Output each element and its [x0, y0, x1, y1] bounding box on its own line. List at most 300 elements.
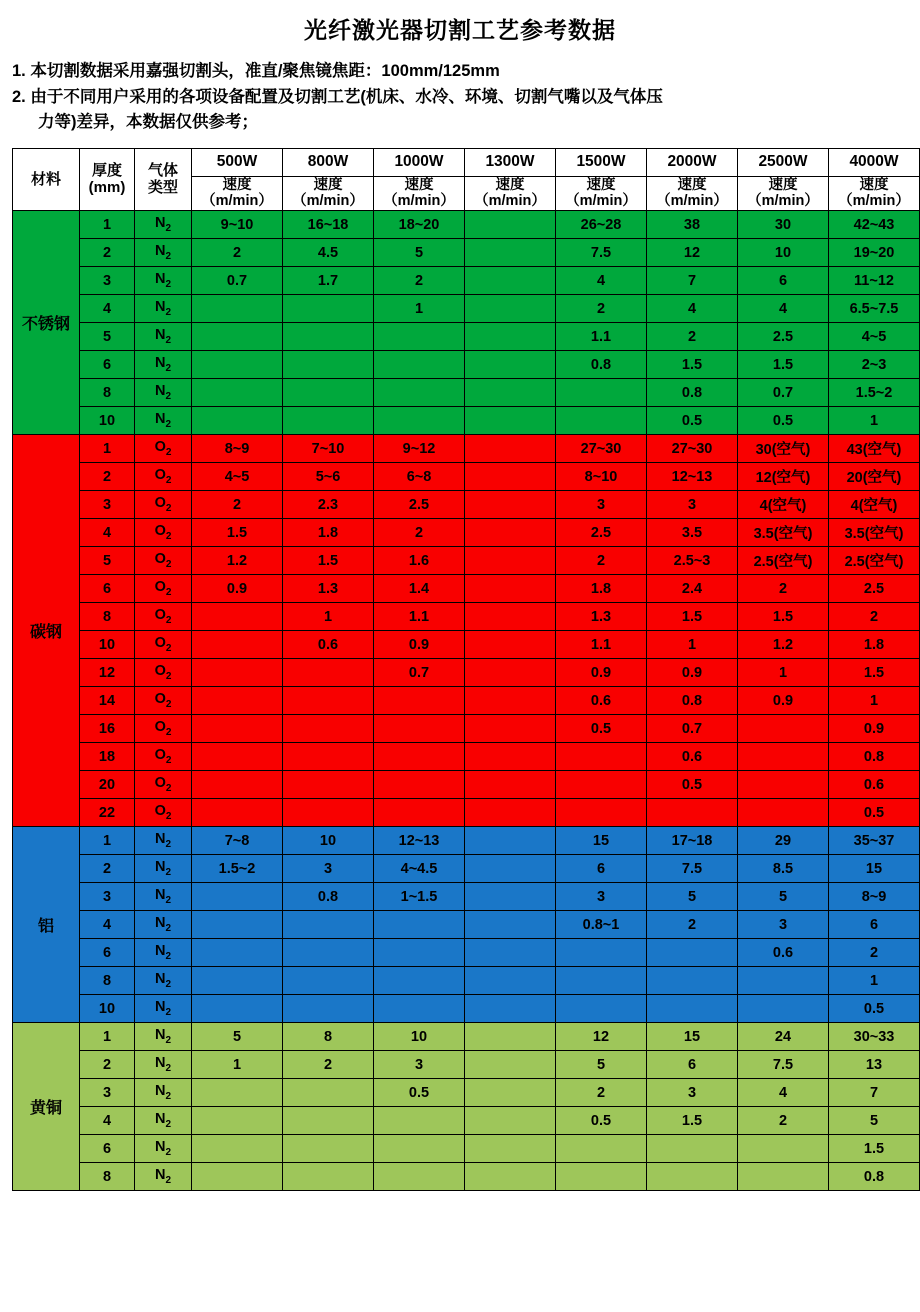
speed-cell-800w: 5~6: [283, 463, 374, 491]
table-row: [13, 267, 920, 295]
speed-cell-2500w: 30(空气): [738, 435, 829, 463]
header-speed-unit-2500w: （m/min）: [747, 193, 819, 210]
speed-cell-2000w: 27~30: [647, 435, 738, 463]
thickness-cell: 22: [80, 799, 135, 827]
speed-cell-2500w: 0.6: [738, 939, 829, 967]
speed-cell-4000w: 1.5: [829, 659, 920, 687]
thickness-cell: 3: [80, 267, 135, 295]
table-row: [13, 519, 920, 547]
table-row: [13, 743, 920, 771]
thickness-cell: 3: [80, 491, 135, 519]
header-power-4000w: 4000W: [829, 148, 920, 176]
page-title: 光纤激光器切割工艺参考数据: [304, 17, 616, 43]
thickness-cell: 14: [80, 687, 135, 715]
speed-cell-4000w: 4~5: [829, 323, 920, 351]
gas-cell: $O_2$: [135, 491, 192, 519]
speed-cell-1500w: 26~28: [556, 211, 647, 239]
speed-cell-500w: [192, 379, 283, 407]
speed-cell-800w: [283, 995, 374, 1023]
speed-cell-1300w: [465, 827, 556, 855]
gas-cell: $N_2$: [135, 295, 192, 323]
speed-cell-800w: 0.8: [283, 883, 374, 911]
speed-cell-1000w: 2: [374, 267, 465, 295]
table-row: [13, 1023, 920, 1051]
thickness-cell: 18: [80, 743, 135, 771]
header-speed-label-1500w: 速度: [586, 176, 616, 193]
speed-cell-2500w: 4: [738, 295, 829, 323]
gas-cell: $N_2$: [135, 911, 192, 939]
speed-cell-800w: [283, 351, 374, 379]
speed-cell-2000w: [647, 1135, 738, 1163]
speed-cell-500w: [192, 295, 283, 323]
speed-cell-2000w: 0.7: [647, 715, 738, 743]
thickness-cell: 8: [80, 379, 135, 407]
table-row: [13, 1163, 920, 1191]
speed-cell-800w: 7~10: [283, 435, 374, 463]
table-row: [13, 995, 920, 1023]
table-row: [13, 407, 920, 435]
material-cell-brass: 黄铜: [13, 1023, 80, 1191]
table-row: [13, 939, 920, 967]
speed-cell-2500w: 6: [738, 267, 829, 295]
speed-cell-2500w: [738, 743, 829, 771]
gas-cell: $O_2$: [135, 771, 192, 799]
speed-cell-4000w: 2.5(空气): [829, 547, 920, 575]
header-speed-1300w: [465, 176, 556, 210]
gas-cell: $N_2$: [135, 379, 192, 407]
gas-cell: $N_2$: [135, 1051, 192, 1079]
speed-cell-1000w: 12~13: [374, 827, 465, 855]
thickness-cell: 2: [80, 239, 135, 267]
speed-cell-2500w: 10: [738, 239, 829, 267]
speed-cell-2500w: 2: [738, 575, 829, 603]
speed-cell-2000w: 12~13: [647, 463, 738, 491]
speed-cell-2000w: 17~18: [647, 827, 738, 855]
table-row: [13, 463, 920, 491]
speed-cell-500w: [192, 407, 283, 435]
speed-cell-4000w: 43(空气): [829, 435, 920, 463]
speed-cell-2500w: 3: [738, 911, 829, 939]
speed-cell-4000w: 1.5~2: [829, 379, 920, 407]
speed-cell-1500w: 0.5: [556, 715, 647, 743]
speed-cell-800w: [283, 379, 374, 407]
speed-cell-1300w: [465, 687, 556, 715]
speed-cell-1500w: [556, 1135, 647, 1163]
speed-cell-2500w: 1: [738, 659, 829, 687]
gas-cell: $N_2$: [135, 995, 192, 1023]
thickness-cell: 5: [80, 323, 135, 351]
thickness-cell: 4: [80, 295, 135, 323]
table-row: [13, 827, 920, 855]
speed-cell-1000w: 0.7: [374, 659, 465, 687]
speed-cell-500w: [192, 883, 283, 911]
speed-cell-2500w: [738, 1163, 829, 1191]
header-speed-label-2000w: 速度: [677, 176, 707, 193]
speed-cell-1000w: [374, 771, 465, 799]
speed-cell-4000w: 42~43: [829, 211, 920, 239]
speed-cell-1500w: [556, 939, 647, 967]
thickness-cell: 8: [80, 967, 135, 995]
header-speed-unit-800w: （m/min）: [292, 193, 364, 210]
speed-cell-4000w: 0.6: [829, 771, 920, 799]
speed-cell-2000w: 4: [647, 295, 738, 323]
speed-cell-4000w: 8~9: [829, 883, 920, 911]
speed-cell-800w: 16~18: [283, 211, 374, 239]
speed-cell-4000w: 1: [829, 407, 920, 435]
note-line-1: 1. 本切割数据采用嘉强切割头，准直/聚焦镜焦距：100mm/125mm: [12, 62, 500, 80]
speed-cell-1000w: [374, 911, 465, 939]
speed-cell-500w: [192, 603, 283, 631]
speed-cell-1500w: 0.9: [556, 659, 647, 687]
material-cell-carbon: 碳钢: [13, 435, 80, 827]
document-page: [0, 12, 920, 1312]
gas-cell: $N_2$: [135, 323, 192, 351]
speed-cell-500w: [192, 659, 283, 687]
speed-cell-2000w: [647, 995, 738, 1023]
speed-cell-1300w: [465, 603, 556, 631]
speed-cell-2500w: 24: [738, 1023, 829, 1051]
thickness-cell: 2: [80, 855, 135, 883]
speed-cell-2000w: 0.8: [647, 687, 738, 715]
table-body: [13, 211, 920, 1191]
header-speed-2000w: [647, 176, 738, 210]
speed-cell-2000w: 6: [647, 1051, 738, 1079]
speed-cell-1500w: 2.5: [556, 519, 647, 547]
speed-cell-4000w: 2: [829, 939, 920, 967]
speed-cell-4000w: 0.9: [829, 715, 920, 743]
speed-cell-800w: [283, 1107, 374, 1135]
header-thickness-line1: 厚度: [91, 162, 122, 180]
gas-cell: $O_2$: [135, 687, 192, 715]
speed-cell-500w: 4~5: [192, 463, 283, 491]
gas-cell: $N_2$: [135, 827, 192, 855]
thickness-cell: 6: [80, 575, 135, 603]
speed-cell-500w: 0.7: [192, 267, 283, 295]
speed-cell-1000w: 1.1: [374, 603, 465, 631]
speed-cell-800w: [283, 1163, 374, 1191]
gas-cell: $N_2$: [135, 211, 192, 239]
thickness-cell: 2: [80, 1051, 135, 1079]
gas-cell: $N_2$: [135, 267, 192, 295]
speed-cell-1000w: [374, 715, 465, 743]
speed-cell-1500w: 27~30: [556, 435, 647, 463]
header-speed-unit-1300w: （m/min）: [474, 193, 546, 210]
speed-cell-2500w: [738, 967, 829, 995]
speed-cell-800w: [283, 799, 374, 827]
speed-cell-500w: [192, 995, 283, 1023]
speed-cell-4000w: 0.8: [829, 1163, 920, 1191]
speed-cell-1500w: [556, 995, 647, 1023]
speed-cell-1300w: [465, 463, 556, 491]
speed-cell-2000w: 12: [647, 239, 738, 267]
table-row: [13, 1051, 920, 1079]
speed-cell-2500w: 1.5: [738, 603, 829, 631]
speed-cell-4000w: 13: [829, 1051, 920, 1079]
speed-cell-2500w: 4: [738, 1079, 829, 1107]
speed-cell-1300w: [465, 715, 556, 743]
speed-cell-1500w: 7.5: [556, 239, 647, 267]
speed-cell-2500w: [738, 799, 829, 827]
gas-cell: $N_2$: [135, 1023, 192, 1051]
speed-cell-1500w: 3: [556, 883, 647, 911]
thickness-cell: 6: [80, 351, 135, 379]
speed-cell-1300w: [465, 295, 556, 323]
speed-cell-500w: 7~8: [192, 827, 283, 855]
gas-cell: $N_2$: [135, 351, 192, 379]
speed-cell-800w: [283, 715, 374, 743]
speed-cell-800w: 2: [283, 1051, 374, 1079]
speed-cell-800w: 1: [283, 603, 374, 631]
header-thickness-line2: (mm): [88, 179, 126, 197]
speed-cell-1000w: [374, 1107, 465, 1135]
gas-cell: $O_2$: [135, 435, 192, 463]
table-row: [13, 239, 920, 267]
speed-cell-1000w: [374, 995, 465, 1023]
speed-cell-2500w: 0.7: [738, 379, 829, 407]
speed-cell-1300w: [465, 883, 556, 911]
speed-cell-4000w: 6.5~7.5: [829, 295, 920, 323]
header-row-power: [13, 148, 920, 176]
speed-cell-1300w: [465, 659, 556, 687]
speed-cell-2000w: 0.5: [647, 407, 738, 435]
speed-cell-2500w: [738, 771, 829, 799]
speed-cell-2000w: 0.5: [647, 771, 738, 799]
speed-cell-2000w: 2.5~3: [647, 547, 738, 575]
speed-cell-1000w: [374, 407, 465, 435]
speed-cell-2000w: 3: [647, 1079, 738, 1107]
material-cell-stainless: 不锈钢: [13, 211, 80, 435]
speed-cell-2000w: 7.5: [647, 855, 738, 883]
header-speed-500w: [192, 176, 283, 210]
thickness-cell: 20: [80, 771, 135, 799]
speed-cell-2000w: 2.4: [647, 575, 738, 603]
speed-cell-4000w: 4(空气): [829, 491, 920, 519]
speed-cell-2000w: 15: [647, 1023, 738, 1051]
speed-cell-4000w: 2~3: [829, 351, 920, 379]
speed-cell-1300w: [465, 1051, 556, 1079]
gas-cell: $N_2$: [135, 407, 192, 435]
thickness-cell: 1: [80, 1023, 135, 1051]
speed-cell-1500w: 0.8: [556, 351, 647, 379]
speed-cell-4000w: 6: [829, 911, 920, 939]
speed-cell-2500w: 4(空气): [738, 491, 829, 519]
gas-cell: $N_2$: [135, 1135, 192, 1163]
speed-cell-4000w: 2.5: [829, 575, 920, 603]
header-material: 材料: [13, 148, 80, 210]
speed-cell-800w: [283, 295, 374, 323]
header-speed-unit-2000w: （m/min）: [656, 193, 728, 210]
gas-cell: $N_2$: [135, 1079, 192, 1107]
speed-cell-500w: [192, 351, 283, 379]
speed-cell-1500w: 5: [556, 1051, 647, 1079]
speed-cell-1000w: 1.4: [374, 575, 465, 603]
header-power-1300w: 1300W: [465, 148, 556, 176]
speed-cell-2000w: 3: [647, 491, 738, 519]
table-row: [13, 1079, 920, 1107]
table-row: [13, 799, 920, 827]
speed-cell-2500w: 5: [738, 883, 829, 911]
speed-cell-4000w: 11~12: [829, 267, 920, 295]
speed-cell-1000w: [374, 967, 465, 995]
thickness-cell: 1: [80, 435, 135, 463]
gas-cell: $O_2$: [135, 715, 192, 743]
speed-cell-1300w: [465, 379, 556, 407]
speed-cell-800w: [283, 1079, 374, 1107]
speed-cell-1300w: [465, 435, 556, 463]
speed-cell-2000w: 1.5: [647, 351, 738, 379]
speed-cell-2500w: 12(空气): [738, 463, 829, 491]
thickness-cell: 16: [80, 715, 135, 743]
speed-cell-800w: [283, 407, 374, 435]
speed-cell-500w: [192, 631, 283, 659]
speed-cell-4000w: 19~20: [829, 239, 920, 267]
speed-cell-2000w: [647, 939, 738, 967]
table-row: [13, 379, 920, 407]
header-speed-unit-1000w: （m/min）: [383, 193, 455, 210]
gas-cell: $N_2$: [135, 1163, 192, 1191]
thickness-cell: 8: [80, 1163, 135, 1191]
header-power-2500w: 2500W: [738, 148, 829, 176]
table-row: [13, 659, 920, 687]
speed-cell-1300w: [465, 547, 556, 575]
speed-cell-500w: 9~10: [192, 211, 283, 239]
note-line-3: 力等)差异，本数据仅供参考；: [38, 113, 258, 132]
speed-cell-800w: [283, 323, 374, 351]
gas-cell: $O_2$: [135, 631, 192, 659]
speed-cell-500w: [192, 939, 283, 967]
speed-cell-4000w: 1: [829, 967, 920, 995]
speed-cell-1000w: [374, 1135, 465, 1163]
speed-cell-1000w: [374, 351, 465, 379]
speed-cell-1000w: 1.6: [374, 547, 465, 575]
speed-cell-4000w: 35~37: [829, 827, 920, 855]
speed-cell-2500w: 7.5: [738, 1051, 829, 1079]
speed-cell-1300w: [465, 1023, 556, 1051]
speed-cell-1500w: [556, 407, 647, 435]
gas-cell: $N_2$: [135, 939, 192, 967]
speed-cell-1300w: [465, 323, 556, 351]
speed-cell-1000w: [374, 1163, 465, 1191]
gas-cell: $O_2$: [135, 659, 192, 687]
speed-cell-2000w: 0.6: [647, 743, 738, 771]
speed-cell-1500w: [556, 743, 647, 771]
speed-cell-2500w: 2.5: [738, 323, 829, 351]
speed-cell-1000w: 6~8: [374, 463, 465, 491]
thickness-cell: 4: [80, 1107, 135, 1135]
speed-cell-1300w: [465, 407, 556, 435]
speed-cell-500w: [192, 771, 283, 799]
speed-cell-4000w: 30~33: [829, 1023, 920, 1051]
header-gas-line1: 气体: [147, 162, 178, 180]
speed-cell-1500w: 2: [556, 1079, 647, 1107]
speed-cell-500w: 1.5: [192, 519, 283, 547]
speed-cell-2000w: 7: [647, 267, 738, 295]
speed-cell-1000w: 9~12: [374, 435, 465, 463]
speed-cell-1300w: [465, 967, 556, 995]
header-power-500w: 500W: [192, 148, 283, 176]
material-cell-aluminum: 铝: [13, 827, 80, 1023]
speed-cell-1300w: [465, 995, 556, 1023]
speed-cell-500w: 1.5~2: [192, 855, 283, 883]
speed-cell-1300w: [465, 519, 556, 547]
speed-cell-1500w: 8~10: [556, 463, 647, 491]
speed-cell-1000w: 10: [374, 1023, 465, 1051]
table-row: [13, 575, 920, 603]
gas-cell: $O_2$: [135, 799, 192, 827]
speed-cell-800w: 8: [283, 1023, 374, 1051]
speed-cell-1000w: 5: [374, 239, 465, 267]
header-speed-1500w: [556, 176, 647, 210]
speed-cell-2500w: 3.5(空气): [738, 519, 829, 547]
thickness-cell: 6: [80, 939, 135, 967]
speed-cell-1500w: 6: [556, 855, 647, 883]
speed-cell-1500w: 12: [556, 1023, 647, 1051]
speed-cell-4000w: 1.5: [829, 1135, 920, 1163]
header-speed-label-4000w: 速度: [859, 176, 889, 193]
gas-cell: $O_2$: [135, 519, 192, 547]
header-speed-2500w: [738, 176, 829, 210]
speed-cell-500w: 1.2: [192, 547, 283, 575]
speed-cell-2000w: 0.8: [647, 379, 738, 407]
speed-cell-500w: [192, 1135, 283, 1163]
gas-cell: $N_2$: [135, 967, 192, 995]
speed-cell-800w: 10: [283, 827, 374, 855]
table-row: [13, 547, 920, 575]
speed-cell-2500w: [738, 1135, 829, 1163]
speed-cell-1300w: [465, 855, 556, 883]
speed-cell-2000w: [647, 1163, 738, 1191]
speed-cell-4000w: 1.8: [829, 631, 920, 659]
header-power-800w: 800W: [283, 148, 374, 176]
speed-cell-1300w: [465, 743, 556, 771]
speed-cell-2000w: [647, 799, 738, 827]
speed-cell-2500w: 29: [738, 827, 829, 855]
speed-cell-500w: [192, 743, 283, 771]
speed-cell-1000w: 3: [374, 1051, 465, 1079]
speed-cell-4000w: 1: [829, 687, 920, 715]
speed-cell-2000w: [647, 967, 738, 995]
speed-cell-800w: [283, 939, 374, 967]
speed-cell-800w: [283, 687, 374, 715]
speed-cell-1000w: 1~1.5: [374, 883, 465, 911]
speed-cell-1300w: [465, 939, 556, 967]
speed-cell-1500w: 0.6: [556, 687, 647, 715]
speed-cell-1300w: [465, 771, 556, 799]
speed-cell-500w: [192, 1107, 283, 1135]
speed-cell-1500w: 0.8~1: [556, 911, 647, 939]
table-row: [13, 1107, 920, 1135]
table-row: [13, 603, 920, 631]
speed-cell-800w: [283, 967, 374, 995]
gas-cell: $N_2$: [135, 239, 192, 267]
speed-cell-2000w: 3.5: [647, 519, 738, 547]
gas-cell: $O_2$: [135, 743, 192, 771]
table-row: [13, 351, 920, 379]
notes-block: [12, 59, 908, 136]
speed-cell-500w: 5: [192, 1023, 283, 1051]
speed-cell-2500w: 1.5: [738, 351, 829, 379]
speed-cell-2000w: 38: [647, 211, 738, 239]
speed-cell-500w: 2: [192, 239, 283, 267]
speed-cell-4000w: 5: [829, 1107, 920, 1135]
speed-cell-1300w: [465, 575, 556, 603]
gas-cell: $O_2$: [135, 547, 192, 575]
speed-cell-500w: [192, 911, 283, 939]
thickness-cell: 3: [80, 883, 135, 911]
thickness-cell: 10: [80, 631, 135, 659]
header-speed-unit-1500w: （m/min）: [565, 193, 637, 210]
speed-cell-2500w: 0.5: [738, 407, 829, 435]
